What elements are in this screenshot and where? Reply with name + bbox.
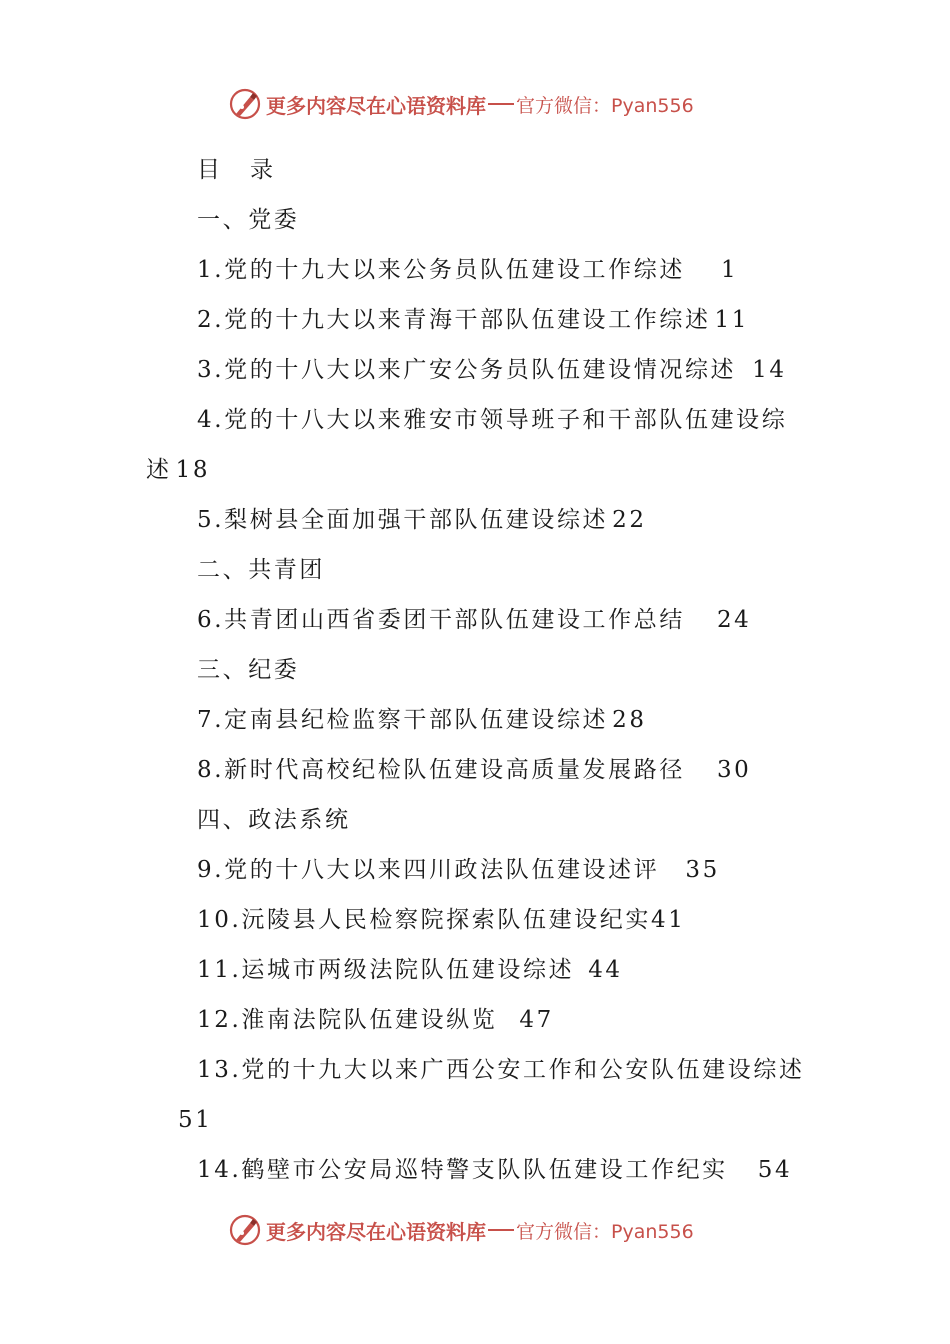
toc-entry-text: 6.共青团山西省委团干部队伍建设工作总结 [197,607,685,633]
toc-entry-text: 10.沅陵县人民检察院探索队伍建设纪实 [197,907,651,933]
toc-entry-page: 41 [650,907,686,933]
toc-entry-page: 1 [720,257,739,283]
toc-entry-continuation[interactable] [146,455,210,485]
toc-entry-text: 2.党的十九大以来青海干部队伍建设工作综述 [197,307,711,333]
toc-entry-page: 35 [685,857,720,883]
footer-watermark-banner [228,1212,694,1248]
toc-entry-text: 述 [146,457,172,483]
toc-entry[interactable] [197,755,751,785]
toc-entry[interactable] [197,705,647,735]
banner-dash [488,1229,514,1231]
toc-entry-page: 24 [716,607,752,633]
toc-entry-text: 5.梨树县全面加强干部队伍建设综述 [197,507,609,533]
toc-section-heading: 四、政法系统 [197,807,351,833]
toc-entry-page: 14 [752,357,787,383]
toc-entry[interactable] [197,955,623,985]
toc-section-heading: 一、党委 [197,207,300,233]
toc-entry[interactable] [197,305,749,335]
toc-entry-page: 28 [612,707,647,733]
toc-entry[interactable] [197,255,738,285]
toc-entry[interactable] [197,1005,554,1035]
toc-entry-page: 11 [714,307,750,333]
toc-entry-text: 4.党的十八大以来雅安市领导班子和干部队伍建设综 [197,407,788,433]
toc-entry-text: 11.运城市两级法院队伍建设综述 [197,957,575,983]
toc-entry-page: 22 [612,507,647,533]
toc-entry-text: 8.新时代高校纪检队伍建设高质量发展路径 [197,757,685,783]
toc-entry[interactable] [197,505,647,535]
toc-entry-text: 12.淮南法院队伍建设纵览 [197,1007,498,1033]
toc-entry-page: 54 [757,1157,793,1183]
toc-entry-page: 47 [519,1007,554,1033]
toc-entry-continuation[interactable] [178,1105,212,1135]
toc-entry[interactable] [197,605,751,635]
toc-entry-text: 9.党的十八大以来四川政法队伍建设述评 [197,857,660,883]
toc-entry[interactable] [197,405,787,435]
toc-entry[interactable] [197,1155,792,1185]
toc-entry[interactable] [197,905,685,935]
banner-wechat-text: 官方微信：Pyan556 [516,1220,694,1243]
banner-site-text: 更多内容尽在心语资料库 [266,1219,486,1244]
toc-entry-text: 13.党的十九大以来广西公安工作和公安队伍建设综述 [197,1057,805,1083]
toc-entry-page: 51 [178,1107,213,1133]
toc-entry[interactable] [197,1055,805,1085]
pen-circle-logo-icon [228,87,262,121]
toc-entry-text: 1.党的十九大以来公务员队伍建设工作综述 [197,257,685,283]
toc-entry[interactable] [197,855,720,885]
toc-entry-text: 14.鹤壁市公安局巡特警支队队伍建设工作纪实 [197,1157,728,1183]
toc-entry-page: 44 [588,957,623,983]
pen-circle-logo-icon [228,1213,262,1247]
toc-title: 目录 [197,157,303,183]
banner-site-text: 更多内容尽在心语资料库 [266,93,486,118]
toc-entry-text: 7.定南县纪检监察干部队伍建设综述 [197,707,609,733]
header-watermark-banner [228,86,694,122]
toc-section-heading: 二、共青团 [197,557,325,583]
banner-wechat-text: 官方微信：Pyan556 [516,94,694,117]
toc-entry-page: 30 [716,757,752,783]
banner-dash [488,103,514,105]
toc-section-heading: 三、纪委 [197,657,300,683]
toc-entry-text: 3.党的十八大以来广安公务员队伍建设情况综述 [197,357,737,383]
toc-entry[interactable] [197,355,787,385]
toc-entry-page: 18 [175,457,211,483]
